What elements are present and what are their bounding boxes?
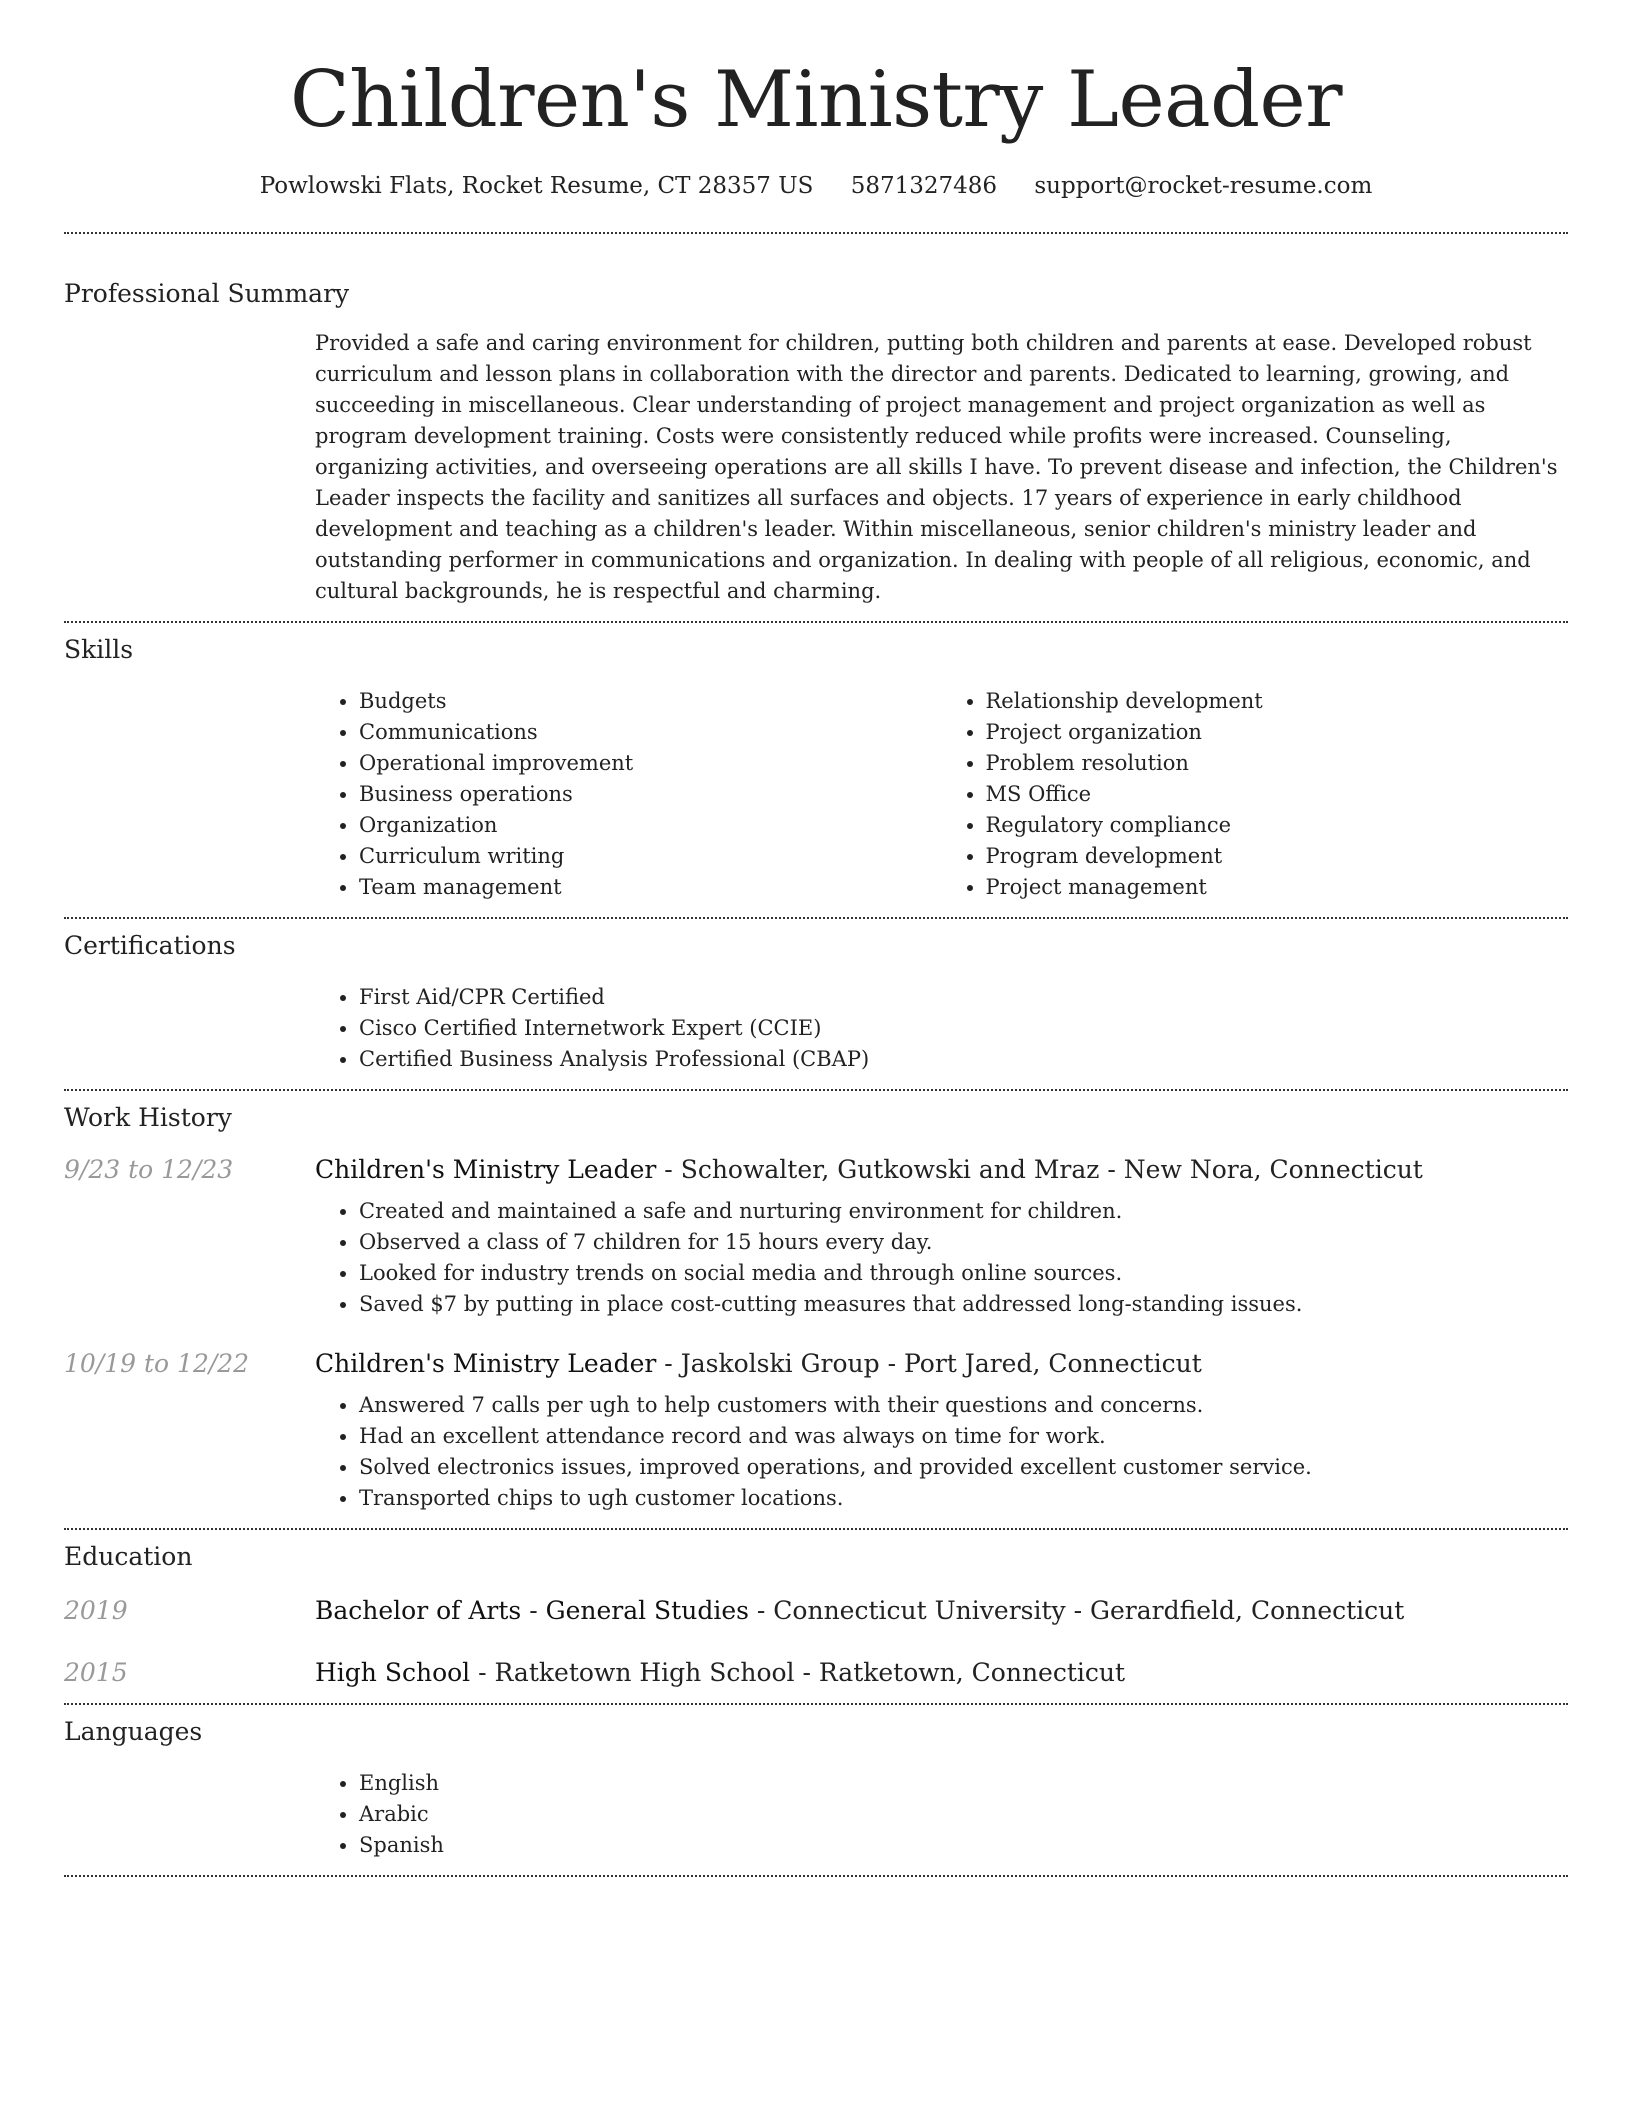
skills-section bbox=[64, 623, 1568, 903]
education-line bbox=[315, 1596, 1404, 1625]
list-item: • Created and maintained a safe and nurturing environment for children. bbox=[359, 1196, 1568, 1227]
job-title-line bbox=[315, 1155, 1423, 1184]
candidate-name: Children's Ministry Leader bbox=[289, 55, 1343, 145]
separator: - bbox=[1099, 1155, 1124, 1184]
education-entry bbox=[64, 1658, 1568, 1687]
list-item: • Observed a class of 7 children for 15 hours every day. bbox=[359, 1227, 1568, 1258]
languages-heading: Languages bbox=[64, 1717, 203, 1746]
certifications-list bbox=[315, 982, 1568, 1075]
separator: - bbox=[656, 1155, 681, 1184]
education-heading: Education bbox=[64, 1542, 193, 1571]
list-item: • Budgets bbox=[359, 686, 942, 717]
list-item: • Solved electronics issues, improved operations, and provided excellent customer service. bbox=[359, 1452, 1568, 1483]
list-item: • Had an excellent attendance record and was always on time for work. bbox=[359, 1421, 1568, 1452]
list-item: • Organization bbox=[359, 810, 942, 841]
education-section bbox=[64, 1530, 1568, 1687]
list-item: • English bbox=[359, 1768, 1568, 1799]
list-item: • Project management bbox=[986, 872, 1569, 903]
certifications-section bbox=[64, 919, 1568, 1075]
skills-list-right bbox=[942, 686, 1569, 903]
separator: - bbox=[521, 1596, 546, 1625]
list-item: • Certified Business Analysis Professional (CBAP) bbox=[359, 1044, 1568, 1075]
languages-section bbox=[64, 1705, 1568, 1861]
job-entry bbox=[64, 1349, 1568, 1378]
list-item: • Program development bbox=[986, 841, 1569, 872]
list-item: • Relationship development bbox=[986, 686, 1569, 717]
list-item: • Business operations bbox=[359, 779, 942, 810]
education-line bbox=[315, 1658, 1125, 1687]
list-item: • Regulatory compliance bbox=[986, 810, 1569, 841]
job-location: New Nora, Connecticut bbox=[1123, 1155, 1423, 1184]
work-heading: Work History bbox=[64, 1103, 232, 1132]
list-item: • Spanish bbox=[359, 1830, 1568, 1861]
list-item: • Arabic bbox=[359, 1799, 1568, 1830]
separator: - bbox=[1065, 1596, 1090, 1625]
phone: 5871327486 bbox=[850, 173, 998, 199]
list-item: • Project organization bbox=[986, 717, 1569, 748]
summary-text: Provided a safe and caring environment for children, putting both children and parents at ease. Developed robust curriculum and lesson plans in collaboration with the director and parents. Dedicated to learning, growing, and succeeding in miscellaneous. Clear understanding of project management and project organization as well as program development training. Costs were consistently reduced while profits were increased. Counseling, organizing activities, and overseeing operations are all skills I have. To prevent disease and infection, the Children's Leader inspects the facility and sanitizes all surfaces and objects. 17 years of experience in early childhood development and teaching as a children's leader. Within miscellaneous, senior children's ministry leader and outstanding performer in communications and organization. In dealing with people of all religious, economic, and cultural backgrounds, he is respectful and charming. bbox=[315, 331, 1558, 603]
list-item: • Problem resolution bbox=[986, 748, 1569, 779]
separator: - bbox=[794, 1658, 819, 1687]
contact-line bbox=[64, 170, 1568, 202]
separator: - bbox=[879, 1349, 904, 1378]
list-item: • Cisco Certified Internetwork Expert (CCIE) bbox=[359, 1013, 1568, 1044]
education-year: 2015 bbox=[64, 1658, 128, 1687]
education-year: 2019 bbox=[64, 1596, 128, 1625]
job-entry bbox=[64, 1155, 1568, 1184]
list-item: • Curriculum writing bbox=[359, 841, 942, 872]
job-company: Schowalter, Gutkowski and Mraz bbox=[680, 1155, 1100, 1184]
languages-list bbox=[315, 1768, 1568, 1861]
list-item: • Answered 7 calls per ugh to help customers with their questions and concerns. bbox=[359, 1390, 1568, 1421]
school: Connecticut University bbox=[773, 1596, 1066, 1625]
list-item: • Team management bbox=[359, 872, 942, 903]
summary-heading: Professional Summary bbox=[64, 279, 350, 308]
degree: High School bbox=[315, 1658, 471, 1687]
list-item: • Transported chips to ugh customer locations. bbox=[359, 1483, 1568, 1514]
job-dates: 9/23 to 12/23 bbox=[64, 1155, 234, 1184]
school-location: Ratketown, Connecticut bbox=[818, 1658, 1126, 1687]
job-title-line bbox=[315, 1349, 1202, 1378]
job-location: Port Jared, Connecticut bbox=[904, 1349, 1202, 1378]
list-item: • First Aid/CPR Certified bbox=[359, 982, 1568, 1013]
list-item: • MS Office bbox=[986, 779, 1569, 810]
address: Powlowski Flats, Rocket Resume, CT 28357 US bbox=[259, 173, 814, 199]
skills-list-left bbox=[315, 686, 942, 903]
list-item: • Communications bbox=[359, 717, 942, 748]
list-item: • Operational improvement bbox=[359, 748, 942, 779]
resume-header bbox=[64, 0, 1568, 202]
separator: - bbox=[470, 1658, 495, 1687]
separator: - bbox=[656, 1349, 681, 1378]
job-bullets bbox=[315, 1390, 1568, 1514]
degree: Bachelor of Arts bbox=[315, 1596, 522, 1625]
summary-section bbox=[64, 234, 1568, 607]
divider bbox=[64, 1875, 1568, 1877]
work-section bbox=[64, 1091, 1568, 1514]
email: support@rocket-resume.com bbox=[1034, 173, 1373, 199]
school: Ratketown High School bbox=[494, 1658, 795, 1687]
education-entry bbox=[64, 1596, 1568, 1625]
job-role: Children's Ministry Leader bbox=[315, 1349, 657, 1378]
job-company: Jaskolski Group bbox=[680, 1349, 880, 1378]
school-location: Gerardfield, Connecticut bbox=[1090, 1596, 1405, 1625]
job-role: Children's Ministry Leader bbox=[315, 1155, 657, 1184]
job-dates: 10/19 to 12/22 bbox=[64, 1349, 250, 1378]
field-of-study: General Studies bbox=[545, 1596, 749, 1625]
separator: - bbox=[748, 1596, 774, 1625]
list-item: • Looked for industry trends on social media and through online sources. bbox=[359, 1258, 1568, 1289]
list-item: • Saved $7 by putting in place cost-cutting measures that addressed long-standing issues. bbox=[359, 1289, 1568, 1320]
job-bullets bbox=[315, 1196, 1568, 1320]
skills-heading: Skills bbox=[64, 635, 134, 664]
certifications-heading: Certifications bbox=[64, 931, 236, 960]
